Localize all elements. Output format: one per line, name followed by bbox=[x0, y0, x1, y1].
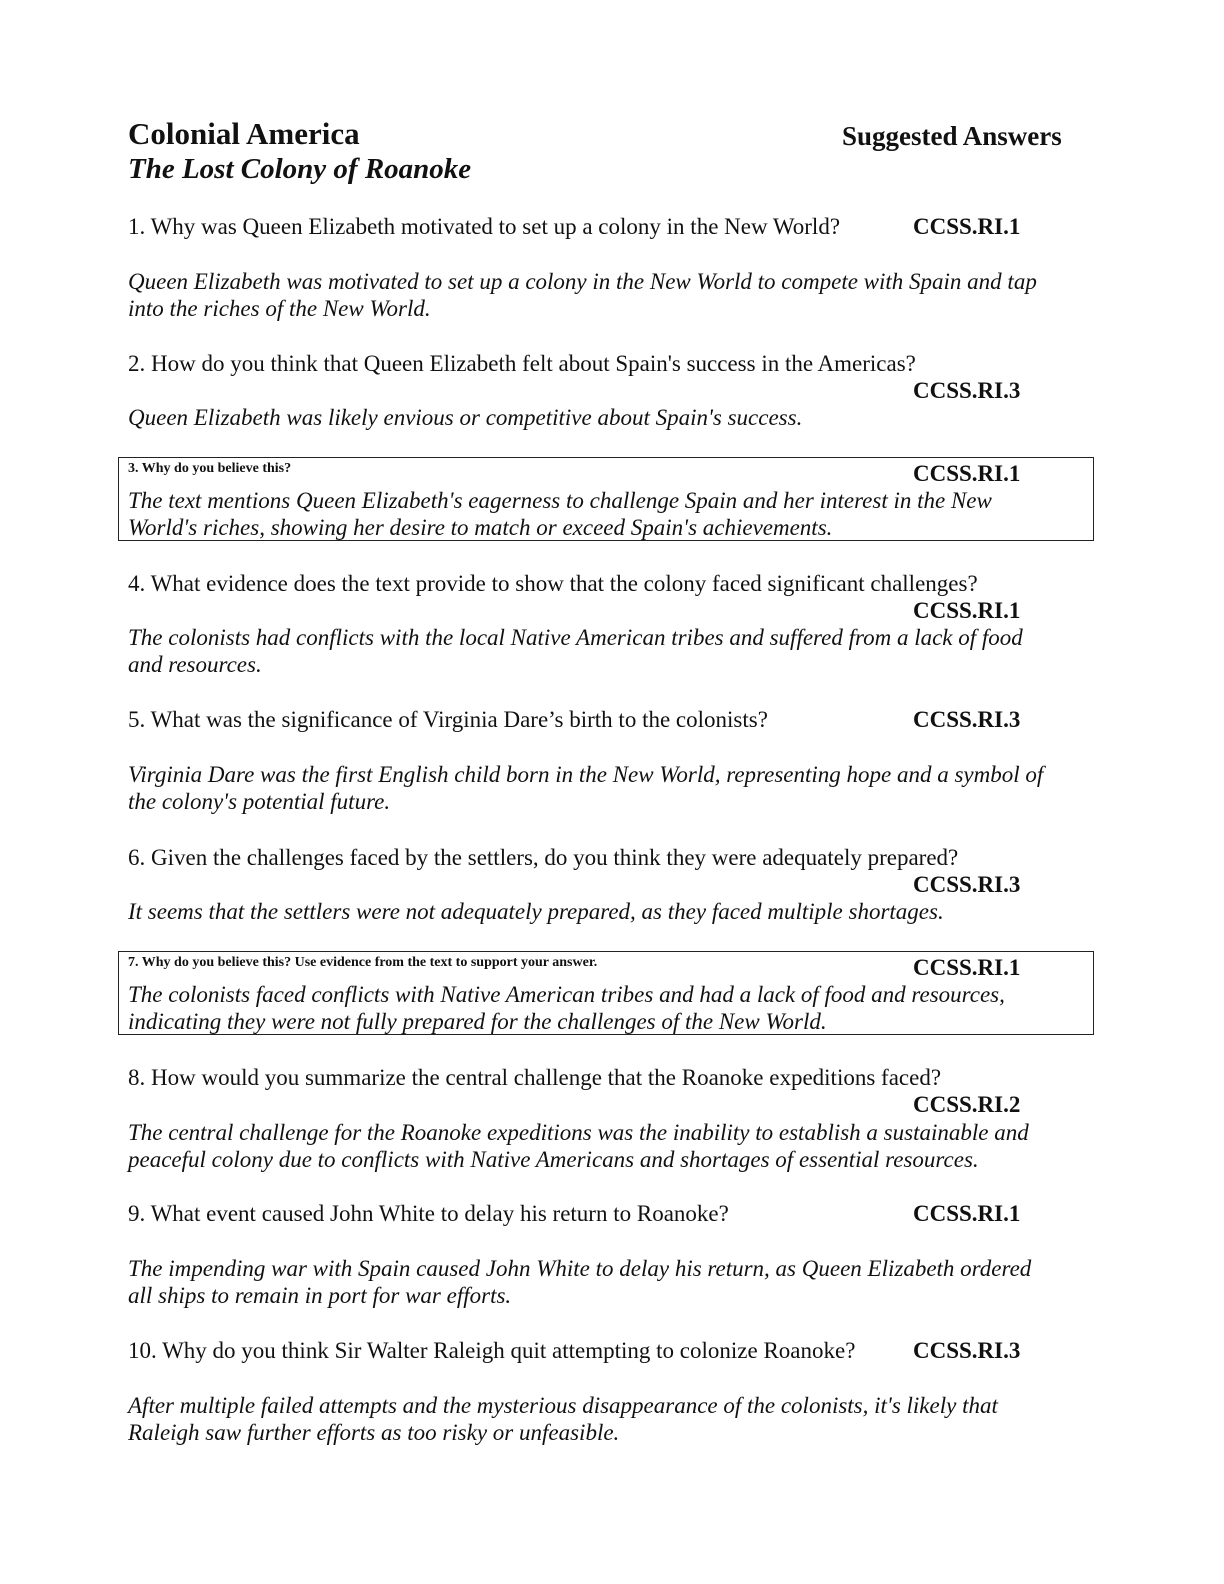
question-1: 1. Why was Queen Elizabeth motivated to set up a colony in the New World? bbox=[128, 214, 841, 239]
answer-9-line-2: all ships to remain in port for war efforts. bbox=[128, 1283, 512, 1308]
worksheet-subtitle: The Lost Colony of Roanoke bbox=[128, 153, 472, 185]
answer-8-line-1: The central challenge for the Roanoke expeditions was the inability to establish a sustainable and bbox=[128, 1120, 1029, 1145]
answer-6-line-1: It seems that the settlers were not adequately prepared, as they faced multiple shortages. bbox=[128, 899, 944, 924]
question-4: 4. What evidence does the text provide to show that the colony faced significant challenges? bbox=[128, 571, 978, 596]
question-5: 5. What was the significance of Virginia Dare’s birth to the colonists? bbox=[128, 707, 768, 732]
standard-1: CCSS.RI.1 bbox=[913, 214, 1021, 239]
standard-3: CCSS.RI.1 bbox=[913, 461, 1021, 486]
question-2: 2. How do you think that Queen Elizabeth felt about Spain's success in the Americas? bbox=[128, 351, 916, 376]
standard-2: CCSS.RI.3 bbox=[913, 378, 1021, 403]
standard-7: CCSS.RI.1 bbox=[913, 955, 1021, 980]
standard-9: CCSS.RI.1 bbox=[913, 1201, 1021, 1226]
suggested-answers-label: Suggested Answers bbox=[842, 121, 1062, 151]
question-9: 9. What event caused John White to delay his return to Roanoke? bbox=[128, 1201, 729, 1226]
answer-1-line-2: into the riches of the New World. bbox=[128, 296, 431, 321]
question-8: 8. How would you summarize the central challenge that the Roanoke expeditions faced? bbox=[128, 1065, 942, 1090]
answer-1-line-1: Queen Elizabeth was motivated to set up a colony in the New World to compete with Spain and tap bbox=[128, 269, 1037, 294]
answer-10-line-2: Raleigh saw further efforts as too risky or unfeasible. bbox=[128, 1420, 620, 1445]
worksheet-title: Colonial America bbox=[128, 116, 360, 151]
answer-5-line-1: Virginia Dare was the first English child born in the New World, representing hope and a symbol of bbox=[128, 762, 1044, 787]
answer-9-line-1: The impending war with Spain caused John White to delay his return, as Queen Elizabeth ordered bbox=[128, 1256, 1032, 1281]
question-3: 3. Why do you believe this? bbox=[128, 461, 292, 476]
answer-3-line-1: The text mentions Queen Elizabeth's eagerness to challenge Spain and her interest in the New bbox=[128, 488, 992, 513]
standard-5: CCSS.RI.3 bbox=[913, 707, 1021, 732]
answer-4-line-1: The colonists had conflicts with the local Native American tribes and suffered from a lack of food bbox=[128, 625, 1023, 650]
standard-6: CCSS.RI.3 bbox=[913, 872, 1021, 897]
answer-2-line-1: Queen Elizabeth was likely envious or competitive about Spain's success. bbox=[128, 405, 803, 430]
answer-7-line-1: The colonists faced conflicts with Native American tribes and had a lack of food and resources, bbox=[128, 982, 1005, 1007]
answer-3-line-2: World's riches, showing her desire to match or exceed Spain's achievements. bbox=[128, 515, 833, 540]
answer-4-line-2: and resources. bbox=[128, 652, 262, 677]
answer-7-line-2: indicating they were not fully prepared for the challenges of the New World. bbox=[128, 1009, 827, 1034]
standard-10: CCSS.RI.3 bbox=[913, 1338, 1021, 1363]
standard-8: CCSS.RI.2 bbox=[913, 1092, 1021, 1117]
question-7: 7. Why do you believe this? Use evidence from the text to support your answer. bbox=[128, 955, 598, 970]
answer-5-line-2: the colony's potential future. bbox=[128, 789, 391, 814]
answer-8-line-2: peaceful colony due to conflicts with Native Americans and shortages of essential resources. bbox=[128, 1147, 979, 1172]
standard-4: CCSS.RI.1 bbox=[913, 598, 1021, 623]
answer-10-line-1: After multiple failed attempts and the mysterious disappearance of the colonists, it's likely that bbox=[128, 1393, 998, 1418]
question-6: 6. Given the challenges faced by the settlers, do you think they were adequately prepared? bbox=[128, 845, 959, 870]
question-10: 10. Why do you think Sir Walter Raleigh quit attempting to colonize Roanoke? bbox=[128, 1338, 856, 1363]
